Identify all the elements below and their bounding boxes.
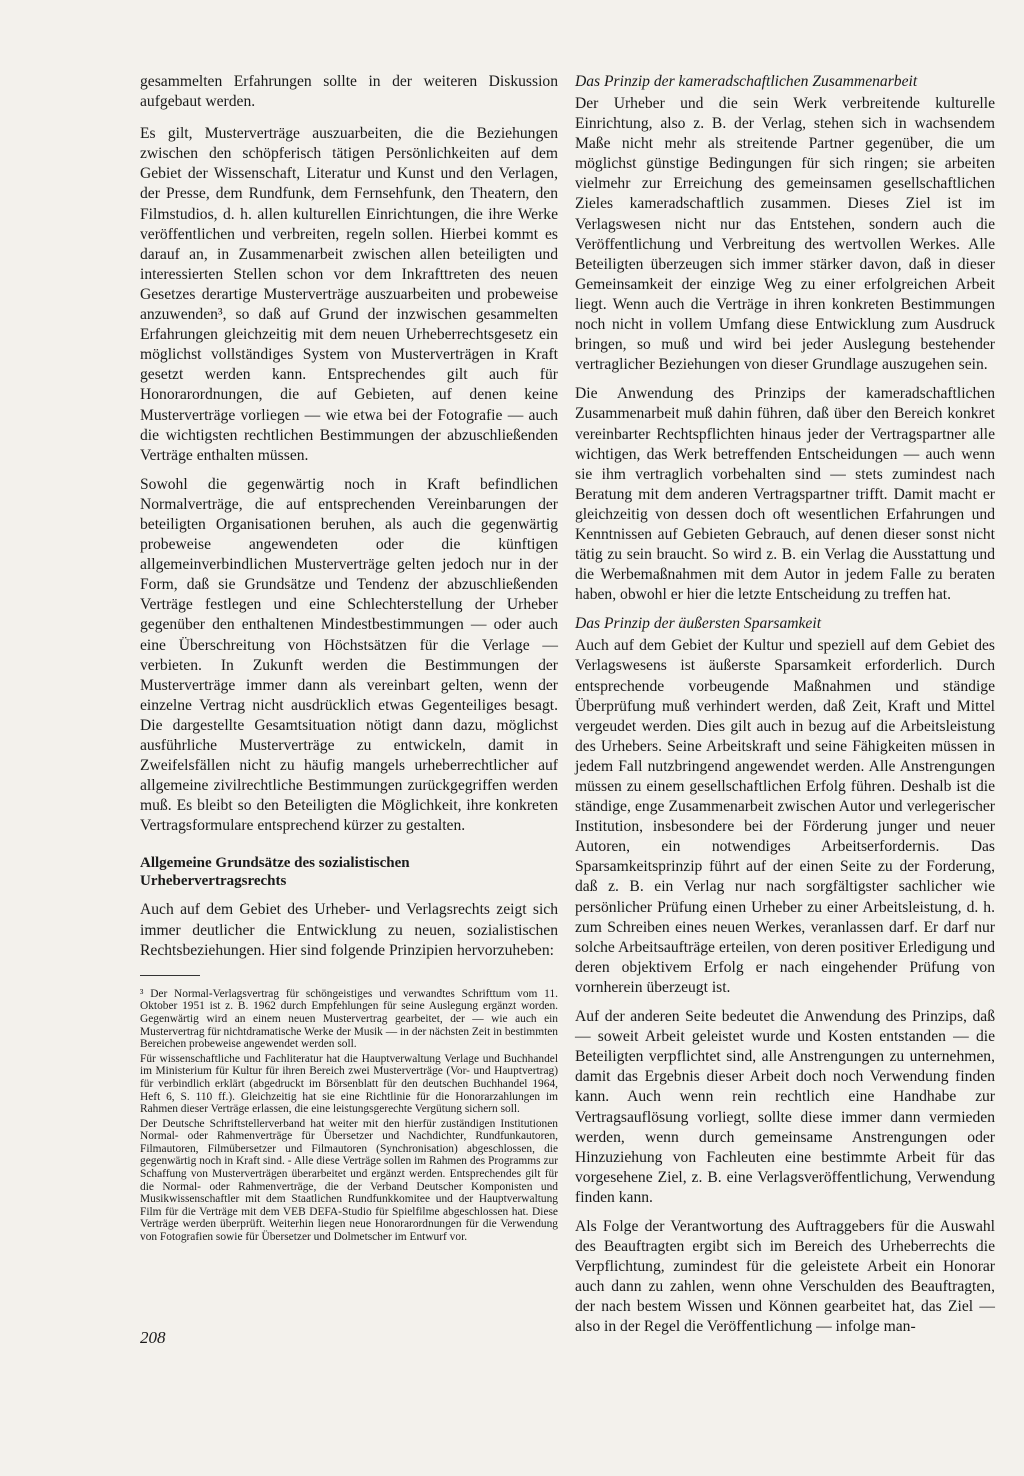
section-heading: Allgemeine Grundsätze des sozialistischen Urhebervertragsrechts [140,855,410,890]
paragraph: Es gilt, Musterverträge auszuarbeiten, die die Beziehungen zwischen den schöpferisch tätigen Persönlichkeiten auf dem Gebiet der Wissenschaft, Literatur und Kunst und den Verlagen, der Presse, dem Rundfunk, dem Fernsehfunk, den Theatern, den Filmstudios, d. h. allen kulturellen Einrichtungen, die ihre Werke veröffentlichen und verbreiten, regeln sollen. Hierbei kommt es darauf an, in Zusammenarbeit zwischen allen beteiligten und interessierten Stellen schon vor dem Inkrafttreten des neuen Gesetzes derartige Musterverträge auszuarbeiten und probeweise anzuwenden³, so daß auf Grund der inzwischen gesammelten Erfahrungen gleichzeitig mit dem neuen Urheberrechtsgesetz ein möglichst vollständiges System von Musterverträgen in Kraft gesetzt werden kann. Entsprechendes gilt auch für Honorarordnungen, die auf Gebieten, auf denen keine Musterverträge vorliegen — wie etwa bei der Fotografie — auch die wichtigsten rechtlichen Bestimmungen der abzuschließenden Verträge enthalten müssen. [140,125,558,464]
paragraph: Sowohl die gegenwärtig noch in Kraft befindlichen Normalverträge, die auf entsprechenden Vereinbarungen der beteiligten Organisationen beruhen, als auch die gegenwärtig probeweise angewendeten oder die künftigen allgemeinverbindlichen Musterverträge gelten jedoch nur in der Form, daß sie Grundsätze und Tendenz der abzuschließenden Verträge festlegen und eine Schlechterstellung der Urheber gegenüber den enthaltenen Mindestbestimmungen — oder auch eine Überschreitung von Höchstsätzen für die Verlage — verbieten. In Zukunft werden die Bestimmungen der Musterverträge immer dann als vereinbart gelten, wenn der einzelne Vertrag nicht ausdrücklich etwas Gegenteiliges besagt. Die dargestellte Gesamtsituation nötigt dann dazu, möglichst ausführliche Musterverträge zu entwickeln, damit in Zweifelsfällen nicht zu häufig mangels urheberrechtlicher auf allgemeine zivilrechtliche Bestimmungen zurückgegriffen werden muß. Es bleibt so den Beteiligten die Möglichkeit, ihre konkreten Vertragsformulare entsprechend kürzer zu gestalten. [140,475,558,835]
paragraph: Der Urheber und die sein Werk verbreitende kulturelle Einrichtung, also z. B. der Verlag, stehen sich in wachsendem Maße nicht mehr als streitende Partner gegenüber, die um möglichst günstige Bedingungen für sich ringen; sie arbeiten vielmehr zur Erreichung des gemeinsamen gesellschaftlichen Zieles kameradschaftlich zusammen. Dieses Ziel ist im Verlagswesen nicht nur das Entstehen, sondern auch die Veröffentlichung und Verbreitung des wertvollen Werkes. Alle Beteiligten überzeugen sich immer stärker davon, daß in dieser Gemeinsamkeit der einzige Weg zu einer erfolgreichen Arbeit liegt. Wenn auch die Verträge in ihren konkreten Bestimmungen noch nicht in vollem Umfang diese Entwicklung zum Ausdruck bringen, so muß und wird bei jeder Auslegung bestehender vertraglicher Beziehungen von dieser Grundlage auszugehen sein. [575,95,995,374]
page-number: 208 [140,1328,166,1347]
footnote: ³ Der Normal-Verlagsvertrag für schöngeistiges und verwandtes Schrifttum vom 11. Oktober 1951 ist z. B. 1962 durch Empfehlungen für seine Auslegung ergänzt worden. Gegenwärtig wird an einem neuen Mustervertrag gearbeitet, der — wie auch ein Mustervertrag für nichtdramatische Werke der Musik — in der nächsten Zeit in bestimmten Bereichen probeweise angewendet werden soll. [140,987,558,1051]
paragraph: Als Folge der Verantwortung des Auftraggebers für die Auswahl des Beauftragten ergibt sich im Bereich des Urheberrechts die Verpflichtung, zumindest für die geleistete Arbeit ein Honorar auch dann zu zahlen, wenn ohne Verschulden des Beauftragten, der nach bestem Wissen und Können gearbeitet hat, das Ziel — also in der Regel die Veröffentlichung — infolge man- [575,1217,995,1336]
footnote: Für wissenschaftliche und Fachliteratur hat die Hauptverwaltung Verlage und Buchhandel im Ministerium für Kultur für ihren Bereich zwei Musterverträge (Vor- und Hauptvertrag) für verbindlich erklärt (abgedruckt im Börsenblatt für den deutschen Buchhandel 1964, Heft 6, S. 110 ff.). Gleichzeitig hat sie eine Richtlinie für die Honorarzahlungen im Rahmen dieser Verträge erlassen, die eine leistungsgerechte Vergütung sichern soll. [140,1052,558,1116]
left-column [140,72,558,1246]
paragraph: Die Anwendung des Prinzips der kameradschaftlichen Zusammenarbeit muß dahin führen, daß über den Bereich konkret vereinbarter Rechtspflichten hinaus jeder der Vertragspartner alle wichtigen, das Werk betreffenden Entscheidungen — auch wenn sie ihm vertraglich vorbehalten sind — stets zumindest nach Beratung mit dem anderen Vertragspartner trifft. Damit macht er gleichzeitig von dessen doch oft wesentlichen Erfahrungen und Kenntnissen auf Gebieten Gebrauch, auf denen dieser sonst nicht tätig zu sein braucht. So wird z. B. ein Verlag die Ausstattung und die Werbemaßnahmen mit dem Autor in jedem Falle zu beraten haben, obwohl er hier die letzte Entscheidung zu treffen hat. [575,385,995,604]
paragraph: Auch auf dem Gebiet des Urheber- und Verlagsrechts zeigt sich immer deutlicher die Entwicklung zu neuen, sozialistischen Rechtsbeziehungen. Hier sind folgende Prinzipien hervorzuheben: [140,901,558,959]
paragraph: gesammelten Erfahrungen sollte in der weiteren Diskussion aufgebaut werden. [140,73,558,111]
footnote-divider [140,975,200,976]
paragraph: Auch auf dem Gebiet der Kultur und speziell auf dem Gebiet des Verlagswesens ist äußerste Sparsamkeit erforderlich. Durch entsprechende vorbeugende Maßnahmen und ständige Überprüfung muß verhindert werden, daß Zeit, Kraft und Mittel vergeudet werden. Dies gilt auch in bezug auf die Arbeitsleistung des Urhebers. Seine Arbeitskraft und seine Fähigkeiten müssen in jedem Fall nutzbringend angewendet werden. Alle Anstrengungen müssen zu einem gesellschaftlichen Erfolg führen. Deshalb ist die ständige, enge Zusammenarbeit zwischen Autor und verlegerischer Institution, insbesondere bei der Förderung junger und neuer Autoren, ein notwendiges Arbeitserfordernis. Das Sparsamkeitsprinzip führt auf der einen Seite zu der Forderung, daß z. B. ein Verlag nur nach sorgfältigster sachlicher wie persönlicher Prüfung einen Urheber zu einer Arbeitsleistung, d. h. zum Schreiben eines neuen Werkes, veranlassen darf. Er darf nur solche Arbeitsaufträge erteilen, von deren positiver Erledigung und deren objektivem Erfolg er nach eingehender Prüfung von vornherein überzeugt ist. [575,637,995,996]
subsection-heading: Das Prinzip der äußersten Sparsamkeit [575,615,822,633]
subsection-heading: Das Prinzip der kameradschaftlichen Zusammenarbeit [575,73,918,90]
right-column [575,72,995,1347]
footnotes [140,988,558,1244]
paragraph: Auf der anderen Seite bedeutet die Anwendung des Prinzips, daß — soweit Arbeit geleistet wurde und Kosten entstanden — die Beteiligten verpflichtet sind, alle Anstrengungen zu unternehmen, damit das Ergebnis dieser Arbeit doch noch Verwendung finden kann. Auch wenn rein rechtlich eine Handhabe zur Vertragsauflösung vorliegt, sollte diese immer dann vermieden werden, wenn durch gemeinsame Anstrengungen oder Hinzuziehung von Fachleuten eine bestimmte Arbeit für das vorgesehene Ziel, z. B. eine Verlagsveröffentlichung, Verwendung finden kann. [575,1008,995,1206]
footnote: Der Deutsche Schriftstellerverband hat weiter mit den hierfür zuständigen Institutionen Normal- oder Rahmenverträge für Übersetzer und Nachdichter, Rundfunkautoren, Filmautoren, Filmübersetzer und Filmautoren (Synchronisation) abgeschlossen, die gegenwärtig noch in Kraft sind. - Alle diese Verträge sollen im Rahmen des Programms zur Schaffung von Musterverträgen überarbeitet und ergänzt werden. Entsprechendes gilt für die Normal- oder Rahmenverträge, die der Verband Deutscher Komponisten und Musikwissenschaftler mit dem Staatlichen Rundfunkkomitee und der Hauptverwaltung Film für die Verträge mit dem VEB DEFA-Studio für Spielfilme abgeschlossen hat. Diese Verträge werden überprüft. Weiterhin liegen neue Honorarordnungen für die Verwendung von Fotografien sowie für Übersetzer und Dolmetscher im Entwurf vor. [140,1117,558,1244]
